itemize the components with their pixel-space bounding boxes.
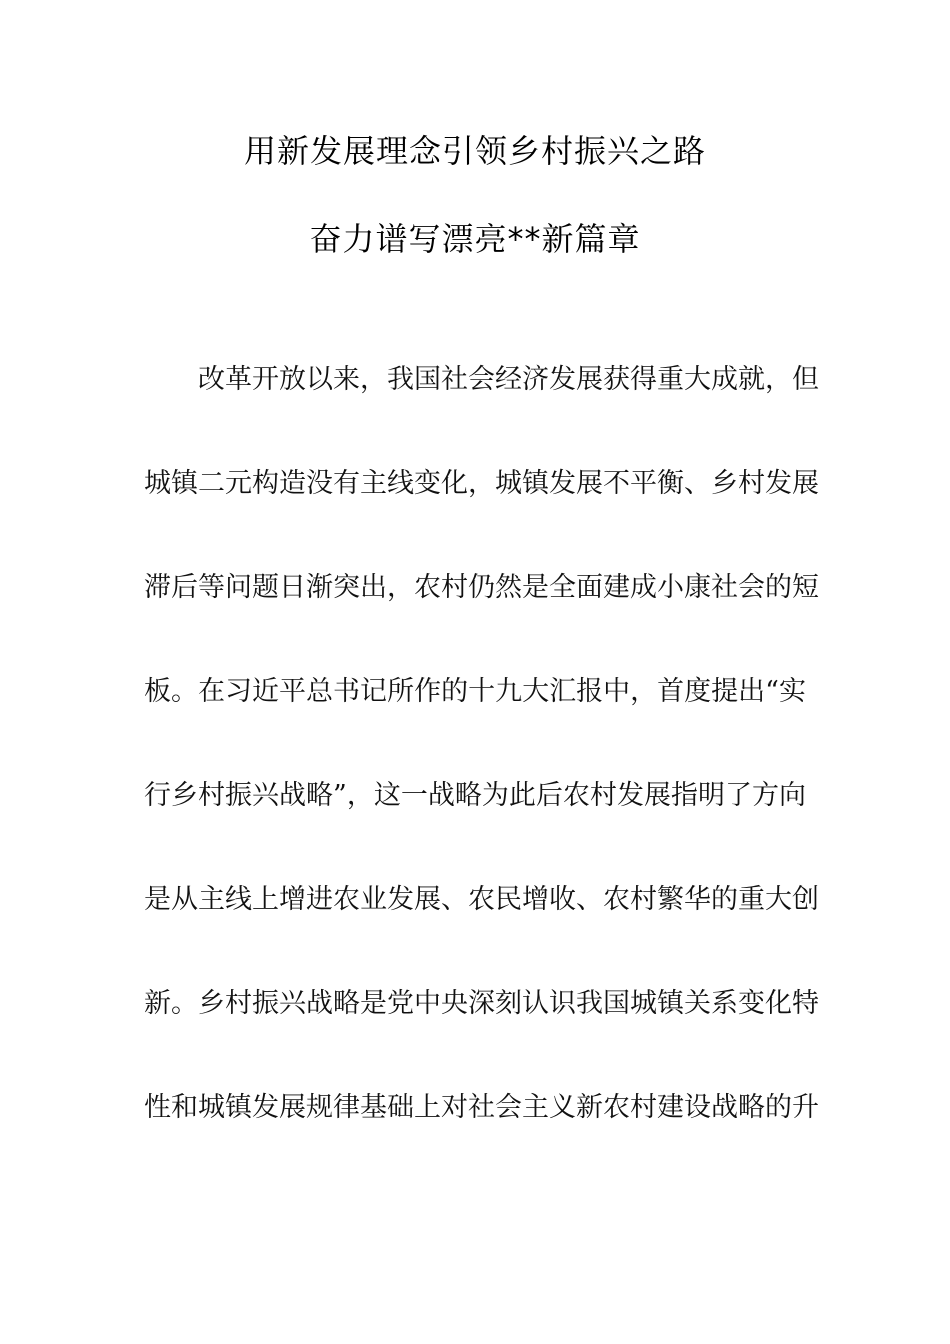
body-line-6: 是从主线上增进农业发展、农民增收、农村繁华的重大创 [144,884,819,915]
body-line-4: 板。在习近平总书记所作的十九大汇报中，首度提出“实 [144,676,806,707]
body-line-1: 改革开放以来，我国社会经济发展获得重大成就，但 [198,364,819,395]
body-line-2: 城镇二元构造没有主线变化，城镇发展不平衡、乡村发展 [144,468,819,499]
document-title-line-1: 用新发展理念引领乡村振兴之路 [243,132,706,170]
document-title-line-2: 奋力谱写漂亮**新篇章 [309,220,641,258]
body-line-5: 行乡村振兴战略”，这一战略为此后农村发展指明了方向 [144,780,806,811]
body-line-7: 新。乡村振兴战略是党中央深刻认识我国城镇关系变化特 [144,988,819,1019]
body-line-8: 性和城镇发展规律基础上对社会主义新农村建设战略的升 [144,1092,819,1123]
body-line-3: 滞后等问题日渐突出，农村仍然是全面建成小康社会的短 [144,572,819,603]
